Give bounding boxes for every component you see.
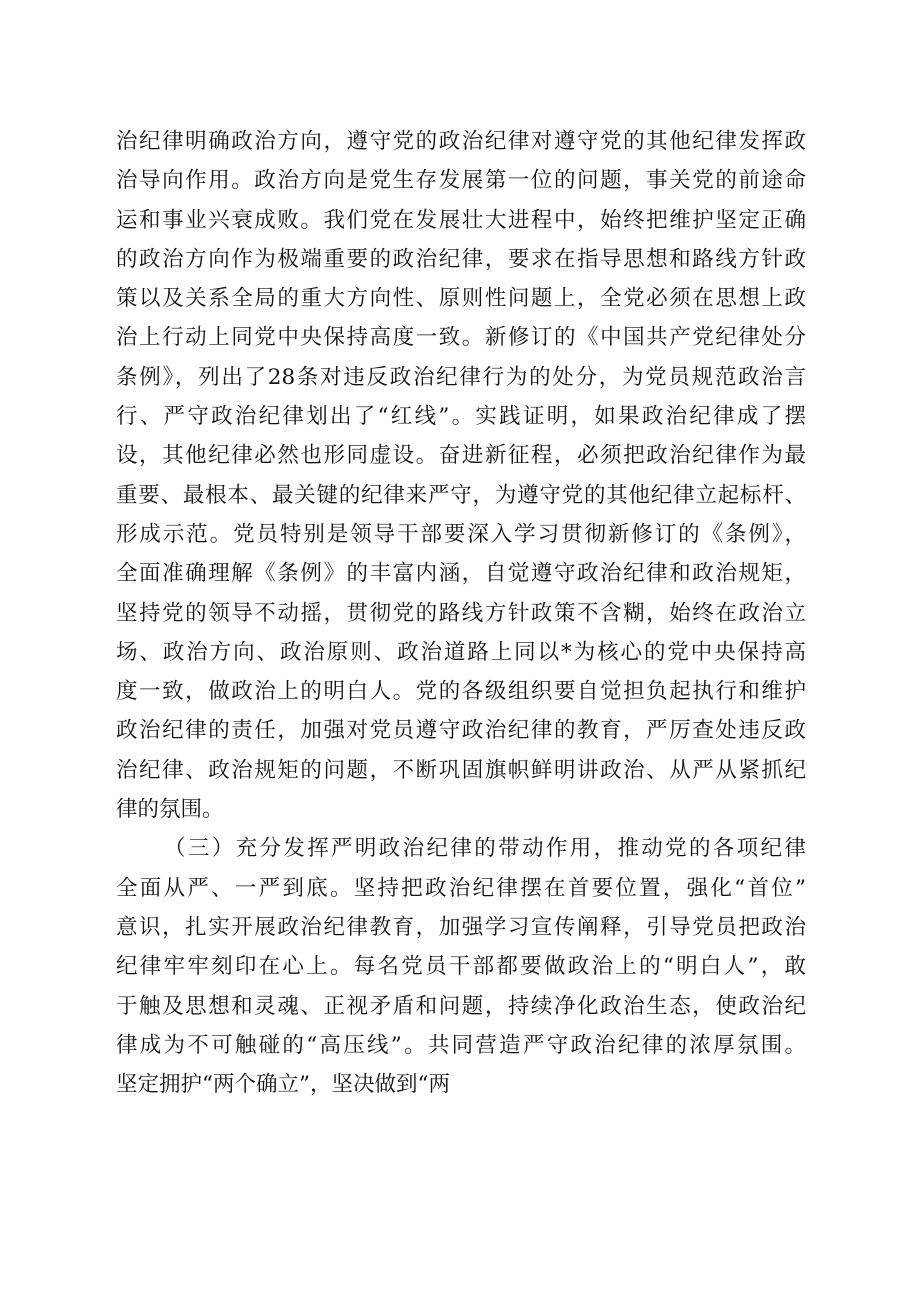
text-line: 治上行动上同党中央保持高度一致。新修订的《中国共产党纪律处分 xyxy=(116,325,806,351)
text-line: 重要、最根本、最关键的纪律来严守，为遵守党的其他纪律立起标杆、 xyxy=(116,482,806,508)
text-line: 行、严守政治纪律划出了“红线”。实践证明，如果政治纪律成了摆 xyxy=(116,404,806,430)
text-line: 全面准确理解《条例》的丰富内涵，自觉遵守政治纪律和政治规矩， xyxy=(116,561,806,587)
text-line: 治纪律明确政治方向，遵守党的政治纪律对遵守党的其他纪律发挥政 xyxy=(116,129,806,154)
text-line: 条例》，列出了28条对违反政治纪律行为的处分，为党员规范政治言 xyxy=(116,364,806,390)
text-line: 运和事业兴衰成败。我们党在发展壮大进程中，始终把维护坚定正确 xyxy=(116,207,806,233)
text-line: 场、政治方向、政治原则、政治道路上同以*为核心的党中央保持高 xyxy=(116,639,806,665)
text-line: 设，其他纪律必然也形同虚设。奋进新征程，必须把政治纪律作为最 xyxy=(116,443,806,469)
text-line: 治导向作用。政治方向是党生存发展第一位的问题，事关党的前途命 xyxy=(116,168,806,194)
text-line: 律成为不可触碰的“高压线”。共同营造严守政治纪律的浓厚氛围。 xyxy=(116,1032,806,1058)
text-line: 纪律牢牢刻印在心上。每名党员干部都要做政治上的“明白人”，敢 xyxy=(116,954,806,980)
document-body xyxy=(116,122,806,1104)
text-line: 策以及关系全局的重大方向性、原则性问题上，全党必须在思想上政 xyxy=(116,286,806,312)
text-line: 度一致，做政治上的明白人。党的各级组织要自觉担负起执行和维护 xyxy=(116,679,806,705)
text-line: 的政治方向作为极端重要的政治纪律，要求在指导思想和路线方针政 xyxy=(116,246,806,272)
text-line: 坚持党的领导不动摇，贯彻党的路线方针政策不含糊，始终在政治立 xyxy=(116,600,806,626)
text-line: 全面从严、一严到底。坚持把政治纪律摆在首要位置，强化“首位” xyxy=(116,875,806,901)
text-line: 政治纪律的责任，加强对党员遵守政治纪律的教育，严厉查处违反政 xyxy=(116,718,806,744)
text-line: 治纪律、政治规矩的问题，不断巩固旗帜鲜明讲政治、从严从紧抓纪 xyxy=(116,757,806,783)
section-heading-line: （三）充分发挥严明政治纪律的带动作用，推动党的各项纪律 xyxy=(164,836,806,862)
text-line: 坚定拥护“两个确立”，坚决做到“两 xyxy=(116,1072,450,1098)
paragraph-1 xyxy=(116,122,806,829)
text-line: 于触及思想和灵魂、正视矛盾和问题，持续净化政治生态，使政治纪 xyxy=(116,993,806,1019)
paragraph-2 xyxy=(116,829,806,1104)
text-line: 律的氛围。 xyxy=(116,797,224,823)
text-line: 意识，扎实开展政治纪律教育，加强学习宣传阐释，引导党员把政治 xyxy=(116,914,806,940)
text-line: 形成示范。党员特别是领导干部要深入学习贯彻新修订的《条例》， xyxy=(116,521,806,547)
